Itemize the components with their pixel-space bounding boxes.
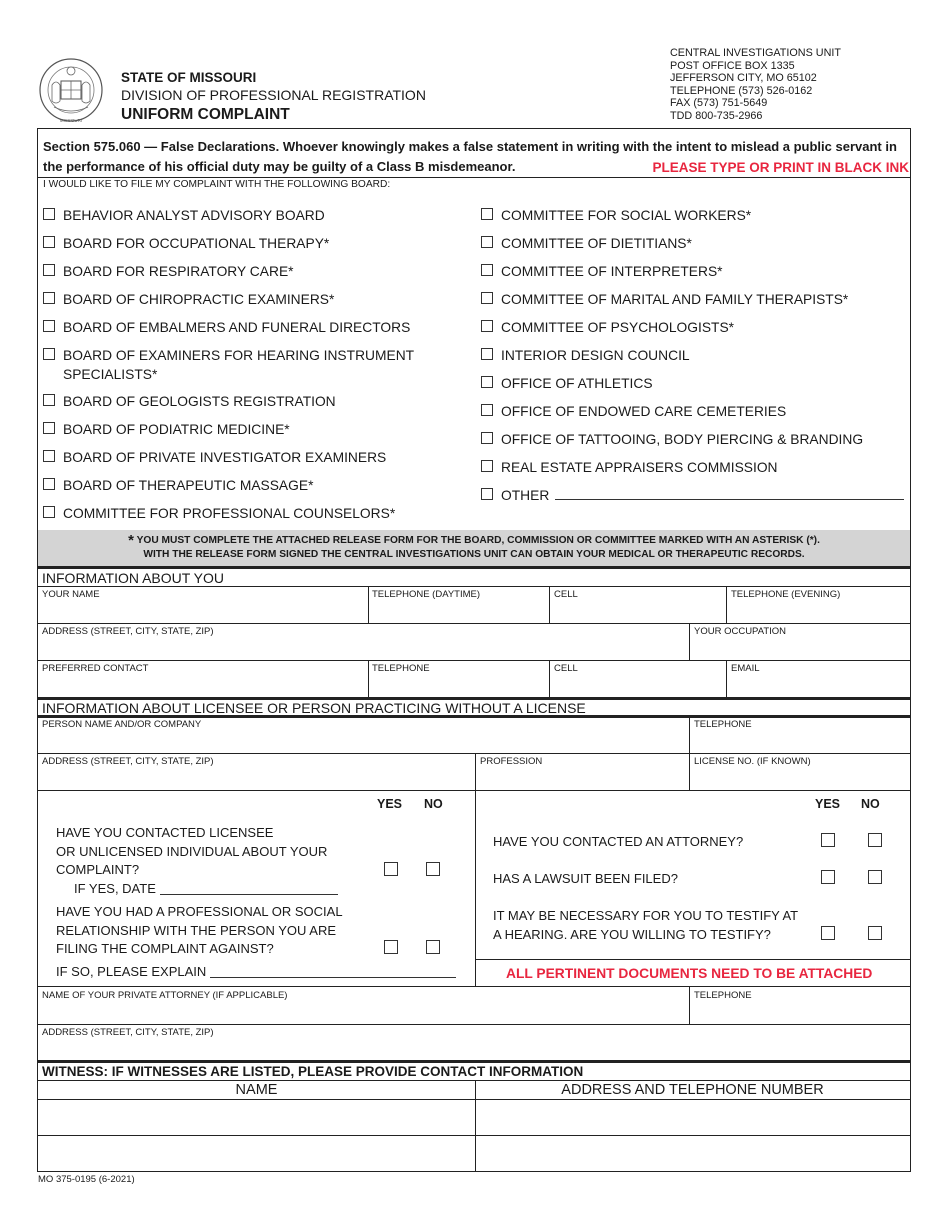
witness-address-column: ADDRESS AND TELEPHONE NUMBER [561,1082,824,1098]
contact-line: POST OFFICE BOX 1335 [670,59,795,72]
contact-line: TELEPHONE (573) 526-0162 [670,84,813,97]
divider [38,1024,910,1025]
checkbox[interactable] [481,320,493,332]
divider [38,753,910,754]
divider [38,1080,910,1081]
explain-label: IF SO, PLEASE EXPLAIN [56,964,207,979]
telephone-evening-field[interactable]: TELEPHONE (EVENING) [731,589,841,600]
divider [38,177,910,178]
divider [38,623,910,624]
divider [475,959,910,960]
section-heading-about-you: INFORMATION ABOUT YOU [42,570,225,586]
section-divider [38,566,910,569]
checkbox[interactable] [43,394,55,406]
no-checkbox[interactable] [868,870,882,884]
contact-date-input[interactable] [160,894,338,895]
state-seal-logo [38,55,104,125]
witness-address-input[interactable] [476,1136,909,1171]
notice-line-2: WITH THE RELEASE FORM SIGNED THE CENTRAL INVESTIGATIONS UNIT CAN OBTAIN YOUR MEDICAL OR THERAPEUTIC RECORDS. [143,549,805,560]
no-header: NO [861,797,880,811]
divider [368,660,369,697]
checkbox[interactable] [43,208,55,220]
yes-checkbox[interactable] [384,940,398,954]
other-board-input[interactable] [555,499,904,500]
divider [549,586,550,623]
checkbox[interactable] [481,376,493,388]
no-checkbox[interactable] [868,926,882,940]
question-relationship: HAVE YOU HAD A PROFESSIONAL OR SOCIAL RELATIONSHIP WITH THE PERSON YOU ARE FILING THE COMPLAINT AGAINST? [56,904,343,956]
contact-line: JEFFERSON CITY, MO 65102 [670,72,817,85]
no-checkbox[interactable] [426,862,440,876]
divider [38,660,910,661]
checkbox[interactable] [481,404,493,416]
divider [368,586,369,623]
person-company-field[interactable]: PERSON NAME AND/OR COMPANY [42,719,202,730]
preferred-telephone-field[interactable]: TELEPHONE [372,663,430,674]
divider [689,986,690,1024]
section-divider [38,1060,910,1063]
witness-name-input[interactable] [39,1100,474,1135]
witness-name-column: NAME [235,1082,278,1098]
ink-note: PLEASE TYPE OR PRINT IN BLACK INK [652,159,909,175]
explain-input[interactable] [210,977,456,978]
header-state: STATE OF MISSOURI [121,70,257,85]
notice-line-1: YOU MUST COMPLETE THE ATTACHED RELEASE FORM FOR THE BOARD, COMMISSION OR COMMITTEE MARKED WITH AN ASTERISK (*). [136,535,820,546]
divider [726,660,727,697]
question-testify: IT MAY BE NECESSARY FOR YOU TO TESTIFY AT A HEARING. ARE YOU WILLING TO TESTIFY? [493,908,799,942]
checkbox[interactable] [481,488,493,500]
checkbox[interactable] [43,236,55,248]
checkbox[interactable] [43,320,55,332]
divider [726,586,727,623]
licensee-address-field[interactable]: ADDRESS (STREET, CITY, STATE, ZIP) [42,756,214,767]
false-declaration-statement [43,137,909,177]
witness-heading: WITNESS: IF WITNESSES ARE LISTED, PLEASE PROVIDE CONTACT INFORMATION [42,1064,584,1079]
yes-checkbox[interactable] [821,870,835,884]
yes-checkbox[interactable] [384,862,398,876]
contact-line: CENTRAL INVESTIGATIONS UNIT [670,47,841,59]
licensee-telephone-field[interactable]: TELEPHONE [694,719,752,730]
header-division: DIVISION OF PROFESSIONAL REGISTRATION [121,87,426,103]
attach-documents-note: ALL PERTINENT DOCUMENTS NEED TO BE ATTACHED [506,966,873,981]
checkbox[interactable] [481,460,493,472]
preferred-cell-field[interactable]: CELL [554,663,578,674]
divider [38,586,910,587]
yes-checkbox[interactable] [821,926,835,940]
contact-block [670,47,841,123]
yes-header: YES [815,797,841,811]
asterisk-mark: * [128,532,134,549]
checkbox[interactable] [481,208,493,220]
checkbox[interactable] [43,422,55,434]
explain-line [56,963,456,982]
attorney-telephone-field[interactable]: TELEPHONE [694,990,752,1001]
checkbox[interactable] [481,264,493,276]
form-frame [37,128,911,1172]
svg-text:MISSOURI: MISSOURI [59,118,83,123]
checkbox[interactable] [481,292,493,304]
your-name-field[interactable]: YOUR NAME [42,589,100,600]
boards-intro: I WOULD LIKE TO FILE MY COMPLAINT WITH THE FOLLOWING BOARD: [43,179,391,190]
divider [549,660,550,697]
question-attorney: HAVE YOU CONTACTED AN ATTORNEY? [493,834,744,849]
your-occupation-field[interactable]: YOUR OCCUPATION [694,626,787,637]
attorney-address-field[interactable]: ADDRESS (STREET, CITY, STATE, ZIP) [42,1027,214,1038]
question-lawsuit: HAS A LAWSUIT BEEN FILED? [493,871,678,886]
no-checkbox[interactable] [426,940,440,954]
release-form-notice [38,530,910,566]
divider [475,753,476,790]
checkbox[interactable] [43,478,55,490]
date-label: IF YES, DATE [74,880,156,896]
divider [38,986,910,987]
section-divider [38,715,910,718]
checkbox[interactable] [43,450,55,462]
divider [689,717,690,753]
your-address-field[interactable]: ADDRESS (STREET, CITY, STATE, ZIP) [42,626,214,637]
attorney-name-field[interactable]: NAME OF YOUR PRIVATE ATTORNEY (IF APPLICABLE) [42,990,288,1001]
contact-line: FAX (573) 751-5649 [670,97,768,110]
divider [475,790,476,986]
divider [689,753,690,790]
question-contacted-licensee: HAVE YOU CONTACTED LICENSEE OR UNLICENSED INDIVIDUAL ABOUT YOUR COMPLAINT? IF YES, DATE [56,824,338,898]
email-field[interactable]: EMAIL [731,663,760,674]
yes-header: YES [377,797,403,811]
contact-line: TDD 800-735-2966 [670,109,763,122]
checkbox[interactable] [481,348,493,360]
cell-field[interactable]: CELL [554,589,578,600]
section-heading-licensee: INFORMATION ABOUT LICENSEE OR PERSON PRACTICING WITHOUT A LICENSE [42,700,586,716]
divider [689,623,690,660]
witness-name-input[interactable] [39,1136,474,1171]
checkbox[interactable] [481,236,493,248]
declaration-text: Section 575.060 — False Declarations. Whoever knowingly makes a false statement in writing with the intent to mislead a public servant in the performance of his official duty may be guilty of a Class B misdemeanor. [43,139,897,174]
checkbox[interactable] [43,348,55,360]
checkbox[interactable] [43,264,55,276]
form-title: UNIFORM COMPLAINT [121,106,290,123]
profession-field[interactable]: PROFESSION [480,756,543,767]
divider [38,790,910,791]
yes-checkbox[interactable] [821,833,835,847]
checkbox[interactable] [43,506,55,518]
telephone-daytime-field[interactable]: TELEPHONE (DAYTIME) [372,589,481,600]
preferred-contact-field[interactable]: PREFERRED CONTACT [42,663,149,674]
no-checkbox[interactable] [868,833,882,847]
checkbox[interactable] [481,432,493,444]
no-header: NO [424,797,443,811]
witness-address-input[interactable] [476,1100,909,1135]
checkbox[interactable] [43,292,55,304]
form-number: MO 375-0195 (6-2021) [38,1174,135,1185]
license-number-field[interactable]: LICENSE NO. (IF KNOWN) [694,756,811,767]
